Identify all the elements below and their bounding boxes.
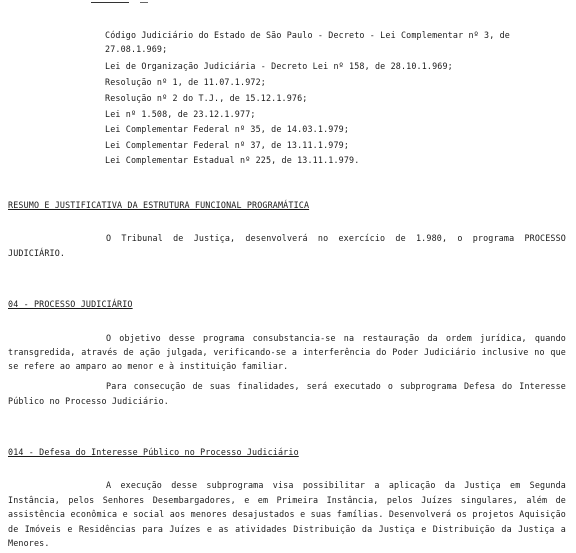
paragraph-resumo: O Tribunal de Justiça, desenvolverá no exercício de 1.980, o programa PROCESSO JUDICIÁRIO. [8, 233, 566, 258]
legal-ref-line: Lei nº 1.508, de 23.12.1.977; [105, 109, 256, 119]
legal-ref-line: Resolução nº 2 do T.J., de 15.12.1.976; [105, 93, 308, 103]
legal-ref-line: 27.08.1.969; [105, 44, 168, 54]
legal-ref-line: Código Judiciário do Estado de São Paulo - Decreto - Lei Complementar nº 3, de [105, 30, 510, 40]
legal-ref-line: Resolução nº 1, de 11.07.1.972; [105, 77, 266, 87]
legal-ref-line: Lei Complementar Federal nº 37, de 13.11.1.979; [105, 140, 350, 150]
legal-ref-line: Lei Complementar Federal nº 35, de 14.03.1.979; [105, 124, 350, 134]
top-rule-mark-small [140, 2, 148, 3]
paragraph-014: A execução desse subprograma visa possibilitar a aplicação da Justiça em Segunda Instância, pelos Senhores Desembargadores, e em Primeira Instância, pelos Juízes singulares, além de assistência econômica e social aos menores desajustados e suas famílias. Desenvolverá os projetos Aquisição de Imóveis e Residências para Juízes e as atividades Distribuição da Justiça e Distribuição da Justiça a Menores. [8, 480, 566, 548]
paragraph-04-execution: Para consecução de suas finalidades, será executado o subprograma Defesa do Interesse Público no Processo Judiciário. [8, 381, 566, 406]
top-rule-mark [91, 2, 129, 3]
legal-ref-line: Lei de Organização Judiciária - Decreto Lei nº 158, de 28.10.1.969; [105, 61, 453, 71]
legal-ref-line: Lei Complementar Estadual nº 225, de 13.11.1.979. [105, 155, 360, 165]
section-heading-014: 014 - Defesa do Interesse Público no Processo Judiciário [8, 447, 299, 457]
section-heading-resumo: RESUMO E JUSTIFICATIVA DA ESTRUTURA FUNCIONAL PROGRAMÁTICA [8, 200, 310, 210]
section-heading-04: 04 - PROCESSO JUDICIÁRIO [8, 299, 133, 309]
paragraph-04-objective: O objetivo desse programa consubstancia-se na restauração da ordem jurídica, quando transgredida, através de ação julgada, verificando-se a interferência do Poder Judiciário inclusive no que se refere ao amparo ao menor e à instituição familiar. [8, 333, 566, 371]
